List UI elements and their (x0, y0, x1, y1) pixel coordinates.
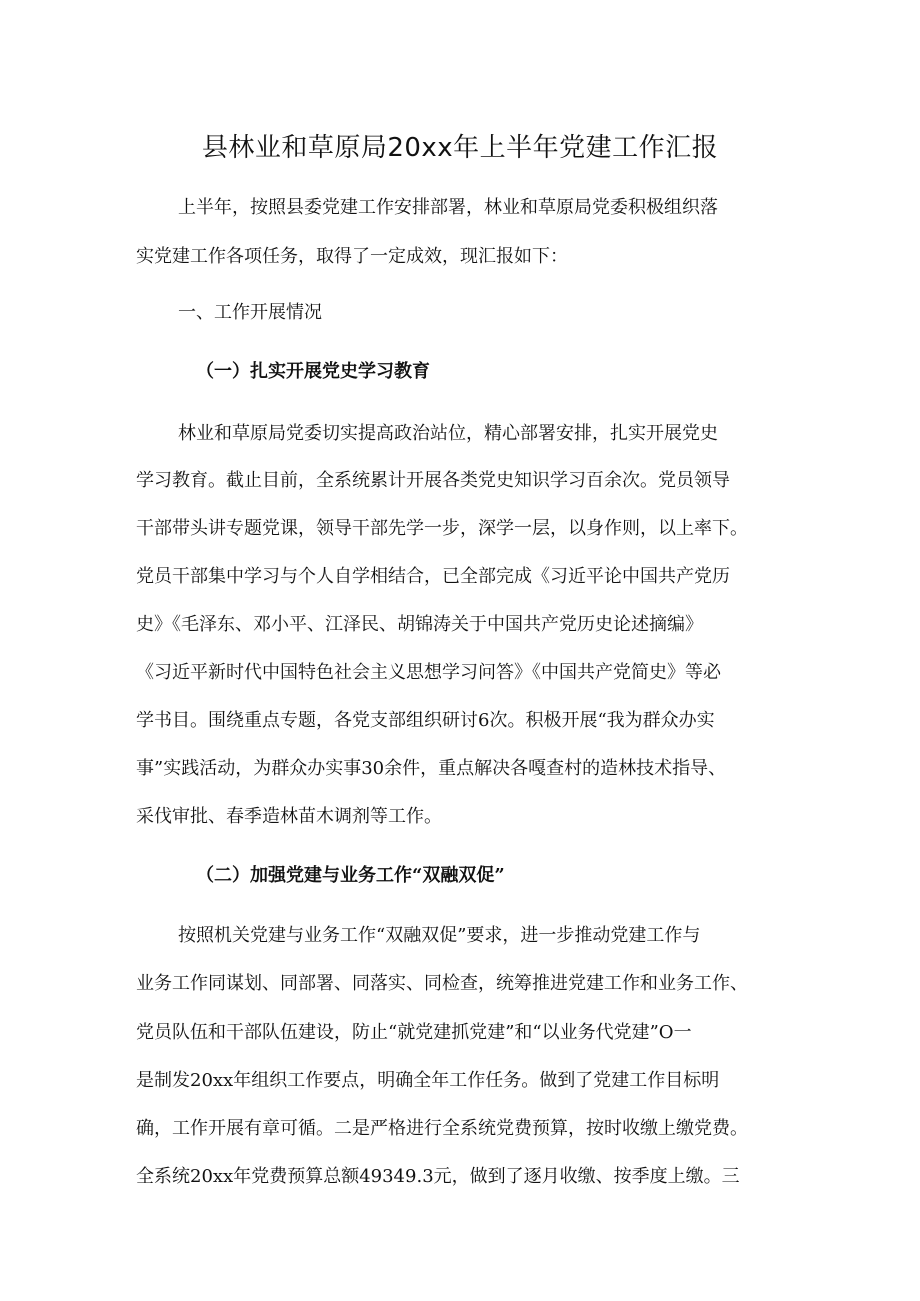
paragraph-line: 《习近平新时代中国特色社会主义思想学习问答》《中国共产党简史》等必 (136, 662, 721, 683)
paragraph-line: 确，工作开展有章可循。二是严格进行全系统党费预算，按时收缴上缴党费。 (136, 1118, 748, 1139)
intro-line: 实党建工作各项任务，取得了一定成效，现汇报如下： (136, 246, 568, 267)
paragraph-line: 业务工作同谋划、同部署、同落实、同检查，统筹推进党建工作和业务工作、 (136, 973, 748, 994)
paragraph-line: 事”实践活动，为群众办实事30余件，重点解决各嘎查村的造林技术指导、 (136, 758, 727, 779)
paragraph-line: 干部带头讲专题党课，领导干部先学一步，深学一层，以身作则，以上率下。 (136, 518, 748, 539)
section-heading: 一、工作开展情况 (178, 302, 322, 323)
paragraph-line: 学书目。围绕重点专题，各党支部组织研讨6次。积极开展“我为群众办实 (136, 710, 715, 731)
subsection-heading: （一）扎实开展党史学习教育 (196, 361, 430, 382)
document-title: 县林业和草原局20xx年上半年党建工作汇报 (201, 133, 719, 163)
paragraph-line: 是制发20xx年组织工作要点，明确全年工作任务。做到了党建工作目标明 (136, 1070, 720, 1091)
paragraph-line: 党员队伍和干部队伍建设，防止“就党建抓党建”和“以业务代党建”O一 (136, 1022, 692, 1043)
subsection-heading: （二）加强党建与业务工作“双融双促” (196, 865, 505, 886)
paragraph-line: 全系统20xx年党费预算总额49349.3元，做到了逐月收缴、按季度上缴。三 (136, 1166, 740, 1187)
paragraph-line: 按照机关党建与业务工作“双融双促”要求，进一步推动党建工作与 (178, 925, 701, 946)
paragraph-line: 学习教育。截止目前，全系统累计开展各类党史知识学习百余次。党员领导 (136, 470, 730, 491)
paragraph-line: 史》《毛泽东、邓小平、江泽民、胡锦涛关于中国共产党历史论述摘编》 (136, 614, 703, 635)
paragraph-line: 采伐审批、春季造林苗木调剂等工作。 (136, 806, 442, 827)
paragraph-line: 林业和草原局党委切实提高政治站位，精心部署安排，扎实开展党史 (178, 423, 718, 444)
paragraph-line: 党员干部集中学习与个人自学相结合，已全部完成《习近平论中国共产党历 (136, 566, 730, 587)
intro-line: 上半年，按照县委党建工作安排部署，林业和草原局党委积极组织落 (178, 197, 718, 218)
